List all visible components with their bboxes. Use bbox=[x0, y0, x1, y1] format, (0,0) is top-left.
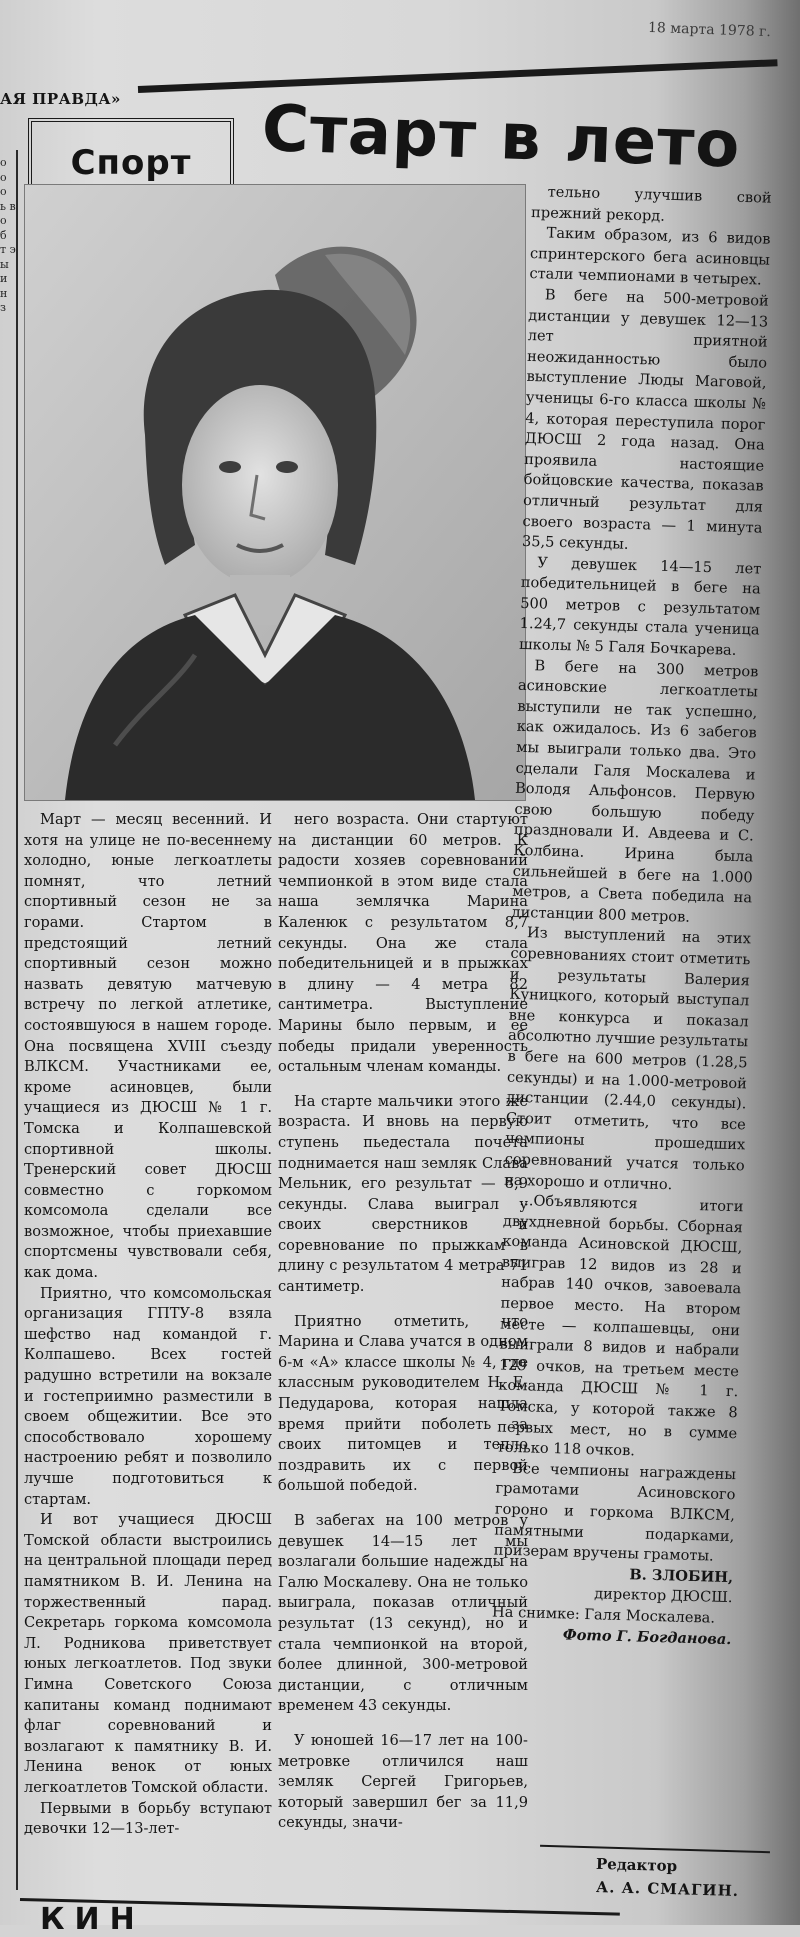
paragraph: Приятно, что комсомольская организация ГПТУ-8 взяла шефство над командой г. Колпашево. Всех гостей радушно встретили на вокзале и гостеприимно разместили в своем общежитии. Все это способствовало хорошему настроению ребят и позволило лучше подготовиться к стартам. bbox=[24, 1284, 272, 1508]
author-title: директор ДЮСШ. bbox=[593, 1585, 733, 1607]
paragraph: тельно улучшив свой прежний рекорд. bbox=[530, 183, 772, 225]
header-rule bbox=[138, 59, 778, 93]
paragraph: Март — месяц весенний. И хотя на улице не по-весеннему холодно, юные легкоатлеты помнят, что летний спортивный сезон не за горами. Стартом в предстоящий летний спортивный сезон можно назвать девятую матчевую встречу по легкой атлетике, состоявшуюся в нашем городе. Она посвящена XVIII съезду ВЛКСМ. Участниками ее, кроме асиновцев, были учащиеся из ДЮСШ № 1 г. Томска и Колпашевской спортивной школы. Тренерский совет ДЮСШ совместно с горкомом комсомола сделали все возможное, чтобы приехавшие спортсмены чувствовали себя, как дома. bbox=[24, 811, 272, 1282]
paragraph: У девушек 14—15 лет победительницей в беге на 500 метров с результатом 1.24,7 секунды стала ученица школы № 5 Галя Бочкарева. bbox=[518, 553, 762, 659]
paragraph: него возраста. Они стартуют на дистанции 60 метров. К радости хозяев соревнований чемпионкой в этом виде стала наша землячка Марина Каленюк с результатом 8,7 секунды. Она же стала победительницей и в прыжках в длину — 4 метра 82 сантиметра. Выступление Марины было первым, и ее победы придали уверенность остальным членам команды. bbox=[278, 811, 528, 1076]
next-section-title: КИН bbox=[40, 1902, 145, 1937]
paragraph: Из выступлений на этих соревнованиях стоит отметить и результаты Валерия Куницкого, который выступал вне конкурса и показал абсолютно лучшие результаты в беге на 600 метров (1.28,5 секунды) и на 1.000-метровой дистанции (2.44,0 секунды). Стоит отметить, что все чемпионы прошедших соревнований учатся только на хорошо и отлично. bbox=[503, 924, 752, 1193]
paragraph: В беге на 500-метровой дистанции у девушек 12—13 лет приятной неожиданностью было выступление Люды Маговой, ученицы 6-го класса школы № 4, которая переступила порог ДЮСШ 2 года назад. Она проявила настоящие бойцовские качества, показав отличный результат для своего возраста — 1 минута 35,5 секунды. bbox=[521, 286, 770, 553]
paragraph: Приятно отметить, что Марина и Слава учатся в одном 6-м «А» классе школы № 4, где классным руководителем Н. Е. Педударова, которая нашла время прийти поболеть за своих питомцев и тепло поздравить их с первой большой победой. bbox=[278, 1312, 528, 1495]
photo-illustration bbox=[25, 185, 525, 800]
left-margin-fragment: о о о ь в о б т э ы и н з bbox=[0, 156, 16, 314]
article-headline: Старт в лето bbox=[260, 92, 742, 183]
article-column-1 bbox=[24, 810, 272, 1895]
paragraph: Все чемпионы награждены грамотами Асиновского гороно и горкома ВЛКСМ, памятными подарками, призерам вручены грамоты. bbox=[493, 1459, 737, 1565]
paragraph: У юношей 16—17 лет на 100-метровке отличился наш земляк Сергей Григорьев, который завершил бег за 11,9 секунды, значи- bbox=[278, 1731, 528, 1832]
newspaper-name: АЯ ПРАВДА» bbox=[0, 90, 121, 108]
paragraph: Таким образом, из 6 видов спринтерского бега асиновцы стали чемпионами в четырех. bbox=[529, 224, 771, 289]
paragraph: И вот учащиеся ДЮСШ Томской области выстроились на центральной площади перед памятником В. И. Ленина на торжественный парад. Секретарь горкома комсомола Л. Родникова приветствует юных легкоатлетов. Под звуки Гимна Советского Союза капитаны команд поднимают флаг соревнований и возлагают к памятнику В. И. Ленина венок от юных легкоатлетов Томской области. bbox=[24, 1511, 272, 1796]
article-photo bbox=[24, 184, 526, 801]
author-signature: В. ЗЛОБИН, bbox=[629, 1566, 734, 1586]
paragraph: В забегах на 100 метров у девушек 14—15 лет мы возлагали большие надежды на Галю Москалеву. Она не только выиграла, показав отличный результат (13 секунд), но и стала чемпионкой на второй, более длинной, 300-метровой дистанции, с отличным временем 43 секунды. bbox=[278, 1512, 528, 1715]
margin-rule bbox=[16, 150, 18, 1890]
paragraph: Первыми в борьбу вступают девочки 12—13-лет- bbox=[24, 1799, 272, 1838]
paragraph: На старте мальчики этого же возраста. И вновь на первую ступень пьедестала почета поднимается наш земляк Слава Мельник, его результат — 8,9 секунды. Слава выиграл у своих сверстников и соревнование по прыжкам в длину с результатом 4 метра 71 сантиметр. bbox=[278, 1092, 528, 1296]
rubric-label: Спорт bbox=[70, 143, 192, 183]
paragraph: В беге на 300 метров асиновские легкоатлеты выступили не так успешно, как ожидалось. Из 6 забегов мы выиграли только два. Это сделали Галя Москалева и Володя Альфонсов. Первую свою большую победу праздновали И. Авдеева и С. Колбина. Ирина была сильнейшей в беге на 1.000 метров, а Света победила на дистанции 800 метров. bbox=[511, 656, 759, 926]
paragraph: ...Объявляются итоги двухдневной борьбы. Сборная команда Асиновской ДЮСШ, выиграв 12 видов из 28 и набрав 140 очков, завоевала первое место. На втором месте — колпашевцы, они выиграли 8 видов и набрали 129 очков, на третьем месте команда ДЮСШ № 1 г. Томска, у которой также 8 первых мест, но в сумме только 118 очков. bbox=[496, 1192, 744, 1460]
photo-caption: На снимке: Галя Москалева. bbox=[491, 1603, 716, 1627]
issue-date: 18 марта 1978 г. bbox=[647, 19, 772, 41]
photo-credit: Фото Г. Богданова. bbox=[562, 1625, 732, 1648]
article-column-3 bbox=[487, 182, 772, 1798]
editor-rule bbox=[540, 1845, 770, 1853]
editor-label: Редактор bbox=[595, 1854, 678, 1876]
editor-name: А. А. СМАГИН. bbox=[595, 1878, 740, 1900]
